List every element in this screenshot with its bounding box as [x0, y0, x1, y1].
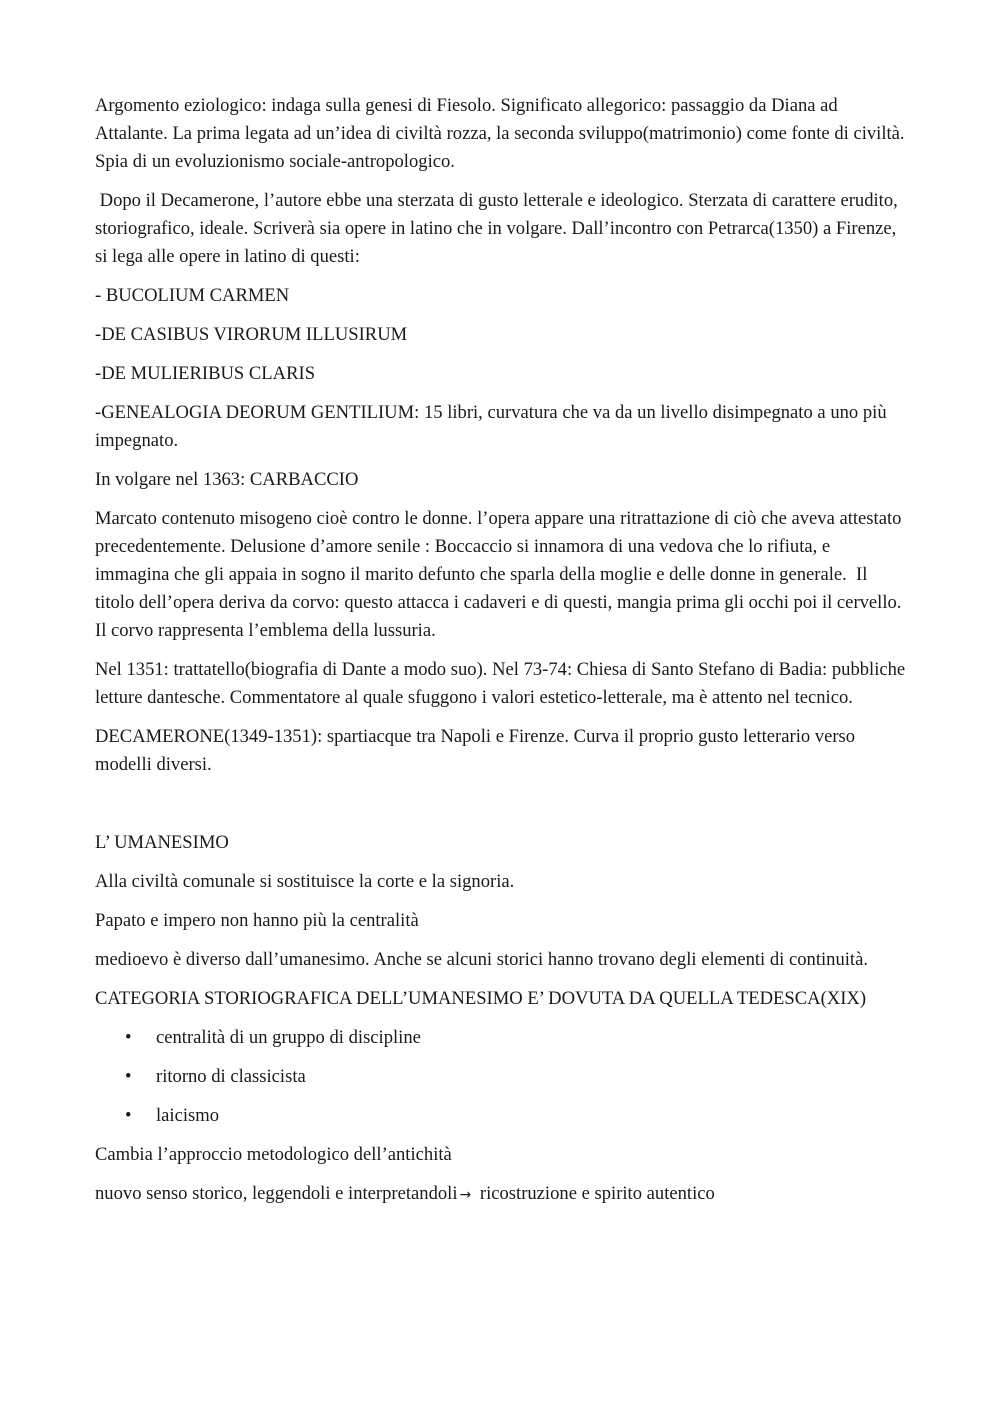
list-item: [95, 1063, 907, 1091]
paragraph-categoria-storiografica: CATEGORIA STORIOGRAFICA DELL’UMANESIMO E’ DOVUTA DA QUELLA TEDESCA(XIX): [95, 988, 867, 1009]
list-line-bucolium: - BUCOLIUM CARMEN: [95, 285, 290, 306]
paragraph-fiesolo: Argomento eziologico: indaga sulla genesi di Fiesolo. Significato allegorico: passaggio da Diana ad Attalante. La prima legata ad un’idea di civiltà rozza, la seconda sviluppo(matrimonio) come fonte di civiltà. Spia di un evoluzionismo sociale-antropologico.: [95, 95, 905, 172]
list-line-de-casibus: -DE CASIBUS VIRORUM ILLUSIRUM: [95, 324, 408, 345]
paragraph-civilta-comunale: Alla civiltà comunale si sostituisce la corte e la signoria.: [95, 871, 515, 892]
senso-storico-text-start: nuovo senso storico, leggendoli e interpretandoli: [95, 1183, 458, 1204]
paragraph-decamerone-sterzata: Dopo il Decamerone, l’autore ebbe una sterzata di gusto letterale e ideologico. Sterzata di carattere erudito, storiografico, ideale. Scriverà sia opere in latino che in volgare. Dall’incontro con Petrarca(1350) a Firenze, si lega alle opere in latino di questi:: [95, 190, 903, 267]
section-heading-umanesimo: L’ UMANESIMO: [95, 832, 229, 853]
paragraph-trattatello: Nel 1351: trattatello(biografia di Dante a modo suo). Nel 73-74: Chiesa di Santo Stefano di Badia: pubbliche letture dantesche. Commentatore al quale sfuggono i valori estetico-letterale, ma è attento nel tecnico.: [95, 659, 906, 708]
bullet-icon: •: [125, 1027, 132, 1048]
list-item-text: laicismo: [156, 1105, 219, 1126]
bullet-icon: •: [125, 1105, 132, 1126]
list-line-de-mulieribus: -DE MULIERIBUS CLARIS: [95, 363, 316, 384]
paragraph-senso-storico: [95, 1180, 907, 1209]
list-item: [95, 1102, 907, 1130]
list-item-text: ritorno di classicista: [156, 1066, 306, 1087]
paragraph-decamerone: DECAMERONE(1349-1351): spartiacque tra Napoli e Firenze. Curva il proprio gusto letterario verso modelli diversi.: [95, 726, 856, 775]
paragraph-papato-impero: Papato e impero non hanno più la centralità: [95, 910, 419, 931]
paragraph-approccio: Cambia l’approccio metodologico dell’antichità: [95, 1144, 452, 1165]
bullet-list: [95, 1024, 907, 1130]
list-line-genealogia: -GENEALOGIA DEORUM GENTILIUM: 15 libri, curvatura che va da un livello disimpegnato a uno più impegnato.: [95, 402, 887, 451]
paragraph-medioevo: medioevo è diverso dall’umanesimo. Anche se alcuni storici hanno trovano degli elementi di continuità.: [95, 949, 868, 970]
senso-storico-text-end: ricostruzione e spirito autentico: [475, 1183, 715, 1204]
list-item: [95, 1024, 907, 1052]
list-item-text: centralità di un gruppo di discipline: [156, 1027, 421, 1048]
document-page: [95, 92, 907, 1220]
right-arrow-icon: →: [459, 1187, 472, 1203]
paragraph-volgare-1363: In volgare nel 1363: CARBACCIO: [95, 469, 359, 490]
bullet-icon: •: [125, 1066, 132, 1087]
paragraph-corbaccio: Marcato contenuto misogeno cioè contro le donne. l’opera appare una ritrattazione di ciò che aveva attestato precedentemente. Delusione d’amore senile : Boccaccio si innamora di una vedova che lo rifiuta, e immagina che gli appaia in sogno il marito defunto che sparla della moglie e delle donne in generale. Il titolo dell’opera deriva da corvo: questo attacca i cadaveri e di questi, mangia prima gli occhi poi il cervello. Il corvo rappresenta l’emblema della lussuria.: [95, 508, 907, 641]
